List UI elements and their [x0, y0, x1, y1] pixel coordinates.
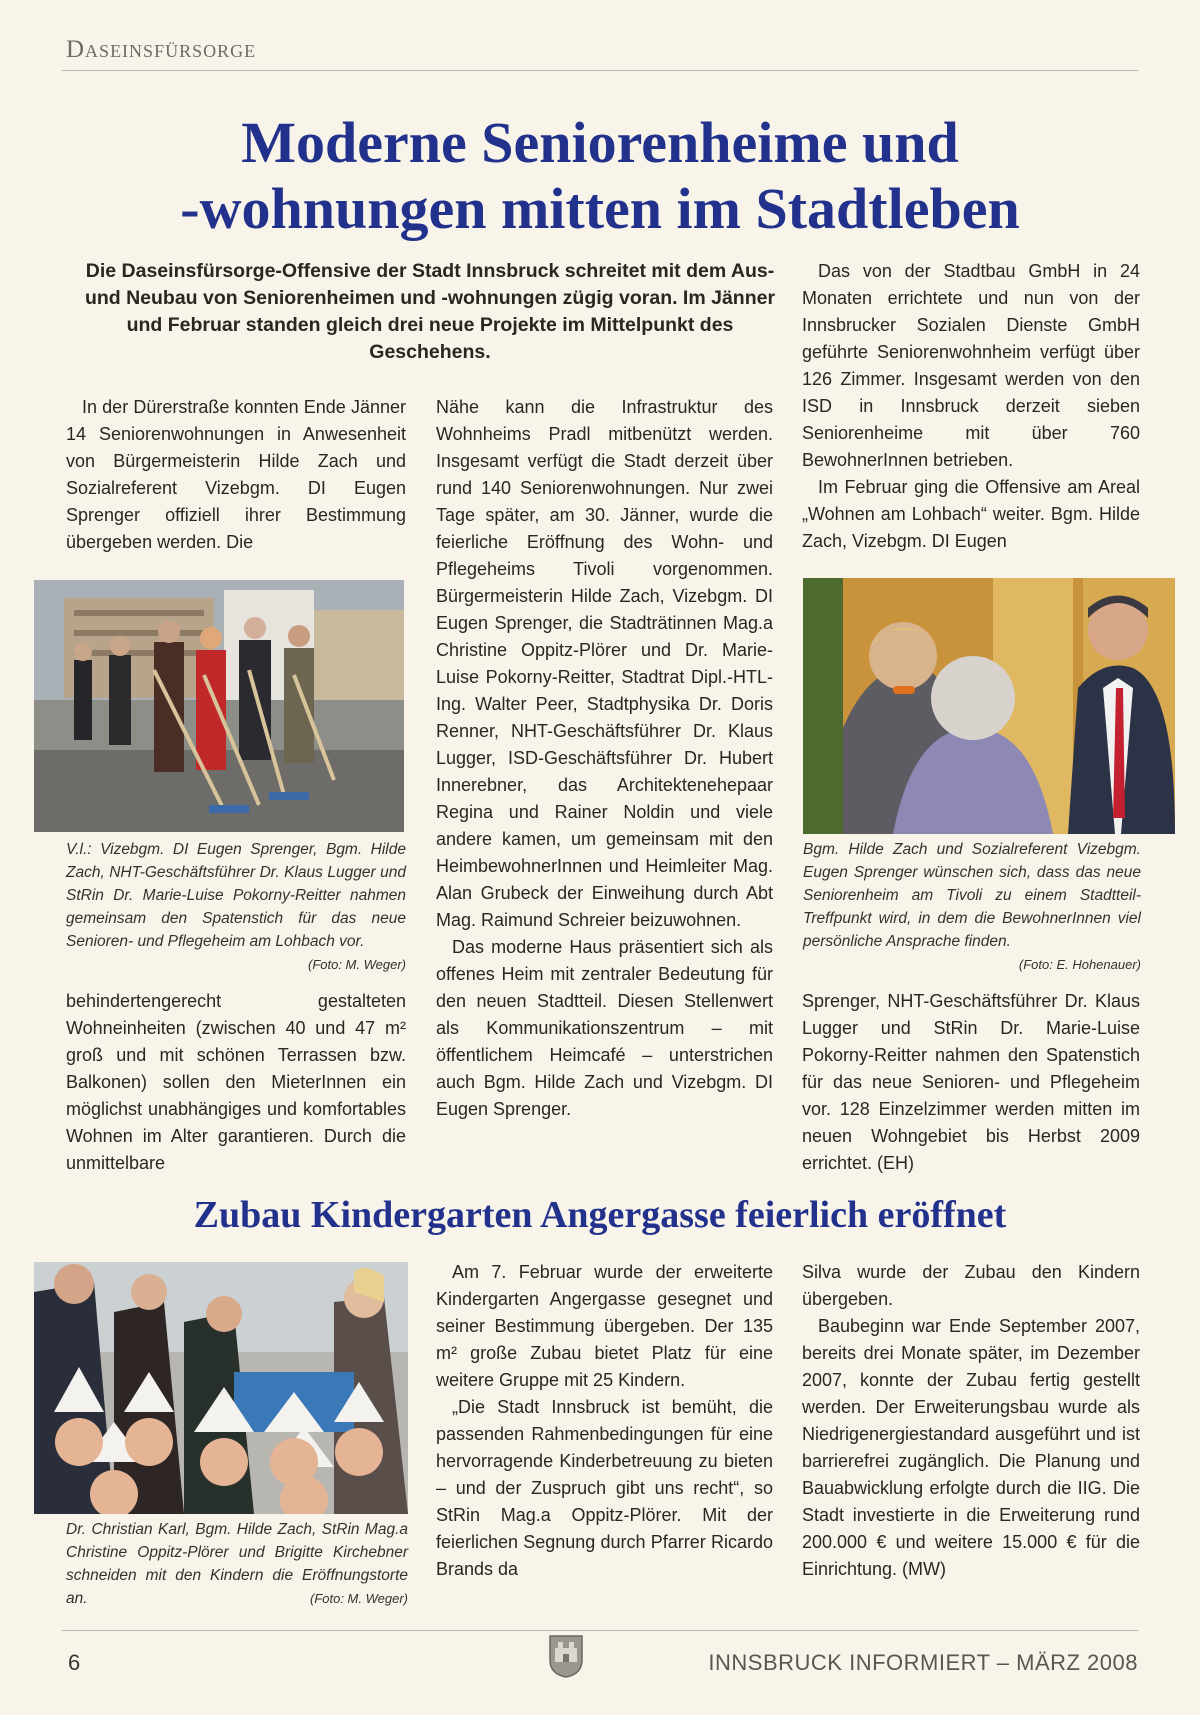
page-number: 6 — [68, 1650, 81, 1675]
photo-groundbreaking-image — [34, 580, 404, 832]
photo-tivoli-image — [803, 578, 1175, 834]
top-divider — [62, 70, 1138, 71]
article2-headline: Zubau Kindergarten Angergasse feierlich eröffnet — [193, 1194, 1007, 1236]
caption-text: Bgm. Hilde Zach und Sozialreferent Vizebgm. Eugen Sprenger wünschen sich, dass das neue Seniorenheim am Tivoli zu einem Stadtteil-Treffpunkt wird, in dem die BewohnerInnen viel persönliche Ansprache finden. — [803, 841, 1141, 950]
photo-kindergarten-caption — [66, 1518, 408, 1610]
article1-column2 — [436, 394, 773, 1123]
paragraph: Das moderne Haus präsentiert sich als offenes Heim mit zentraler Bedeutung für den neuen Stadtteil. Diesen Stellenwert als Kommunikationszentrum – mit öffentlichem Heimcafé – unterstrichen auch Bgm. Hilde Zach und Vizebgm. DI Eugen Sprenger. — [436, 937, 773, 1119]
headline-line-2: -wohnungen mitten im Stadtleben — [180, 176, 1020, 241]
paragraph: Silva wurde der Zubau den Kindern übergeben. — [802, 1262, 1140, 1309]
caption-text: Dr. Christian Karl, Bgm. Hilde Zach, StRin Mag.a Christine Oppitz-Plörer und Brigitte Kirchebner schneiden mit den Kindern die Eröffnungstorte an. — [66, 1521, 408, 1607]
paragraph: Sprenger, NHT-Geschäftsführer Dr. Klaus Lugger und StRin Dr. Marie-Luise Pokorny-Reitter nahmen den Spatenstich für das neue Senioren- und Pflegeheim vor. 128 Einzelzimmer werden mitten im neuen Wohngebiet bis Herbst 2009 errichtet. (EH) — [802, 991, 1140, 1173]
paragraph: behindertengerecht gestalteten Wohneinheiten (zwischen 40 und 47 m² groß und mit schönen Terrassen bzw. Balkonen) sollen den MieterInnen ein möglichst unabhängiges und komfortables Wohnen im Alter garantieren. Durch die unmittelbare — [66, 991, 406, 1173]
bottom-divider — [62, 1630, 1138, 1631]
paragraph: In der Dürerstraße konnten Ende Jänner 14 Seniorenwohnungen in Anwesenheit von Bürgermeisterin Hilde Zach und Sozialreferent Vizebgm. DI Eugen Sprenger offiziell ihrer Bestimmung übergeben werden. Die — [66, 397, 406, 552]
article1-column1-top — [66, 394, 406, 556]
article-lead: Die Daseinsfürsorge-Offensive der Stadt Innsbruck schreitet mit dem Aus- und Neubau von Seniorenheimen und -wohnungen zügig voran. Im Jänner und Februar standen gleich drei neue Projekte im Mittelpunkt des Geschehens. — [84, 260, 776, 363]
photo-groundbreaking-caption — [66, 838, 406, 976]
photo-credit: (Foto: M. Weger) — [307, 957, 406, 972]
photo-tivoli-caption — [803, 838, 1141, 976]
headline-line-1: Moderne Seniorenheime und — [241, 110, 959, 175]
paragraph: Baubeginn war Ende September 2007, bereits drei Monate später, im Dezember 2007, konnte der Zubau fertig gestellt werden. Der Erweiterungsbau wurde als Niedrigenergiestandard ausgeführt und ist barrierefrei zugänglich. Die Planung und Bauabwicklung erfolgte durch die IIG. Die Stadt investierte in die Erweiterung rund 200.000 € und weitere 15.000 € für die Einrichtung. (MW) — [802, 1316, 1140, 1579]
article1-column3-top — [802, 258, 1140, 555]
paragraph: „Die Stadt Innsbruck ist bemüht, die passenden Rahmenbedingungen für eine hervorragende Kinderbetreuung zu bieten – und der Zuspruch gibt uns recht“, so StRin Mag.a Oppitz-Plörer. Mit der feierlichen Segnung durch Pfarrer Ricardo Brands da — [436, 1397, 773, 1579]
paragraph: Nähe kann die Infrastruktur des Wohnheims Pradl mitbenützt werden. Insgesamt verfügt die Stadt derzeit über rund 140 Seniorenwohnungen. Nur zwei Tage später, am 30. Jänner, wurde die feierliche Eröffnung des Wohn- und Pflegeheims Tivoli vorgenommen. Bürgermeisterin Hilde Zach, Vizebgm. DI Eugen Sprenger, die Stadträtinnen Mag.a Christine Oppitz-Plörer und Dr. Marie-Luise Pokorny-Reitter, Stadtrat Dipl.-HTL-Ing. Walter Peer, Stadtphysika Dr. Doris Renner, NHT-Geschäftsführer Dr. Klaus Lugger, ISD-Geschäftsführer Dr. Hubert Innerebner, das Architektenehepaar Regina und Rainer Noldin und viele andere kamen, um gemeinsam mit den HeimbewohnerInnen und Heimleiter Mag. Alan Grubeck der Einweihung durch Abt Mag. Raimund Schreier beizuwohnen. — [436, 397, 773, 930]
paragraph: Das von der Stadtbau GmbH in 24 Monaten errichtete und nun von der Innsbrucker Sozialen Dienste GmbH geführte Seniorenwohnheim verfügt über 126 Zimmer. Insgesamt werden von den ISD in Innsbruck derzeit sieben Seniorenheime mit über 760 BewohnerInnen betrieben. — [802, 261, 1140, 470]
article1-column3-bottom — [802, 988, 1140, 1177]
article2-column2 — [436, 1259, 773, 1583]
photo-credit: (Foto: E. Hohenauer) — [1018, 957, 1141, 972]
article1-column1-bottom — [66, 988, 406, 1177]
paragraph: Im Februar ging die Offensive am Areal „Wohnen am Lohbach“ weiter. Bgm. Hilde Zach, Vizebgm. DI Eugen — [802, 477, 1140, 551]
article2-column3 — [802, 1259, 1140, 1583]
paragraph: Am 7. Februar wurde der erweiterte Kindergarten Angergasse gesegnet und seiner Bestimmung übergeben. Der 135 m² große Zubau bietet Platz für eine weitere Gruppe mit 25 Kindern. — [436, 1262, 773, 1390]
photo-tivoli — [803, 578, 1175, 834]
article-headline — [40, 110, 1160, 242]
photo-credit: (Foto: M. Weger) — [309, 1591, 408, 1606]
photo-kindergarten-image — [34, 1262, 408, 1514]
photo-groundbreaking — [34, 580, 404, 832]
publication-footer: INNSBRUCK INFORMIERT – MÄRZ 2008 — [708, 1650, 1138, 1675]
photo-kindergarten — [34, 1262, 408, 1514]
city-crest-icon — [548, 1634, 584, 1678]
section-label: Daseinsfürsorge — [66, 36, 257, 63]
caption-text: V.l.: Vizebgm. DI Eugen Sprenger, Bgm. Hilde Zach, NHT-Geschäftsführer Dr. Klaus Lugger und StRin Dr. Marie-Luise Pokorny-Reitter nahmen gemeinsam den Spatenstich für das neue Senioren- und Pflegeheim am Lohbach vor. — [66, 841, 406, 950]
